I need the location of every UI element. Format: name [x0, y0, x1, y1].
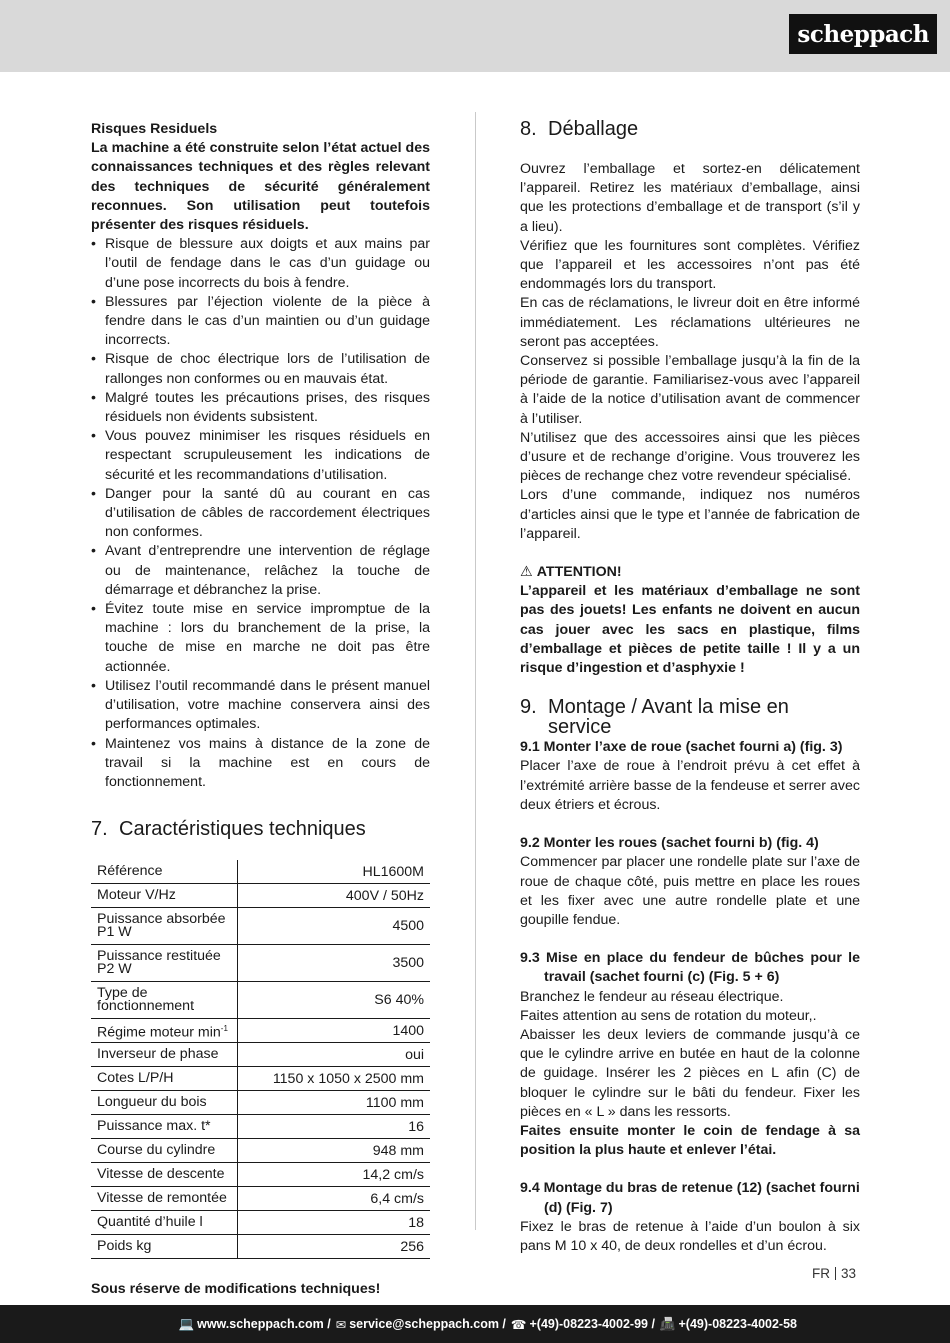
unpacking-paragraph: Ouvrez l’emballage et sortez-en délicatement l’appareil. Retirez les matériaux d’emballage, ainsi que les protections d’emballage et de transport (s’il y a lieu).: [520, 161, 860, 235]
subsection-9-1-title: 9.1 Monter l’axe de roue (sachet fourni a) (fig. 3): [520, 739, 843, 756]
phone-icon: ☎: [510, 1317, 527, 1332]
subsection-9-3-bold: Faites ensuite monter le coin de fendage à sa position la plus haute et enlever l’étai.: [520, 1122, 860, 1159]
spec-label-text: Référence: [97, 863, 163, 880]
spec-label-text: Puissance restituée P2 W: [97, 948, 221, 978]
spec-label: [91, 1235, 238, 1259]
section-8-title: Déballage: [548, 118, 639, 140]
spec-value: 1400: [238, 1019, 431, 1043]
risk-item: • Utilisez l’outil recommandé dans le présent manuel d’utilisation, votre machine conservera ainsi des performances optimales.: [91, 677, 430, 735]
spec-label-superscript: -1: [220, 1023, 228, 1033]
spec-label: [91, 860, 238, 884]
computer-icon: 💻: [178, 1316, 195, 1331]
section-9-number: 9.: [520, 696, 537, 719]
spec-label-text: Puissance absorbée P1 W: [97, 911, 226, 941]
spec-value: 14,2 cm/s: [238, 1163, 431, 1187]
specs-footnote: Sous réserve de modifications techniques!: [91, 1281, 381, 1298]
spec-value: 1150 x 1050 x 2500 mm: [238, 1067, 431, 1091]
risk-item: • Évitez toute mise en service impromptue de la machine : lors du branchement de la prise, la touche de mise en marche ne doit pas être actionnée.: [91, 600, 430, 677]
spec-row: [91, 908, 430, 945]
section-8-number: 8.: [520, 118, 537, 140]
spec-row: [91, 1043, 430, 1067]
right-column: [520, 114, 860, 1256]
spec-row: [91, 860, 430, 884]
spec-label: [91, 1187, 238, 1211]
spec-label: [91, 884, 238, 908]
subsection-9-4-text: Fixez le bras de retenue à l’aide d’un boulon à six pans M 10 x 40, de deux rondelles et d’un écrou.: [520, 1218, 860, 1254]
spec-row: [91, 1091, 430, 1115]
page-separator: [835, 1267, 836, 1280]
footer-website[interactable]: www.scheppach.com /: [197, 1317, 331, 1331]
risk-item: • Avant d’entreprendre une intervention de réglage ou de maintenance, relâchez la touche de démarrage et débranchez la prise.: [91, 542, 430, 600]
spec-label: [91, 1139, 238, 1163]
spec-label-text: Longueur du bois: [97, 1094, 207, 1111]
spec-label-text: Poids kg: [97, 1238, 152, 1255]
spec-label: [91, 1211, 238, 1235]
spec-label: [91, 1043, 238, 1067]
spec-value: 6,4 cm/s: [238, 1187, 431, 1211]
unpacking-paragraph: Conservez si possible l’emballage jusqu’à la fin de la période de garantie. Familiarisez-vous avec l’appareil à l’aide de la notice d’utilisation avant de commencer à l’utiliser.: [520, 353, 860, 427]
spec-row: [91, 1187, 430, 1211]
spec-label-text: Vitesse de remontée: [97, 1190, 227, 1207]
subsection-9-4-title: 9.4 Montage du bras de retenue (12) (sachet fourni (d) (Fig. 7): [520, 1180, 860, 1216]
attention-title: [520, 563, 860, 582]
subsection-9-3-text: [520, 988, 860, 1122]
unpacking-paragraph: Lors d’une commande, indiquez nos numéros d’articles ainsi que le type et l’année de fabrication de l’appareil.: [520, 487, 860, 542]
spec-label: [91, 945, 238, 982]
spec-row: [91, 1019, 430, 1043]
scheppach-logo: [789, 14, 937, 54]
spec-row: [91, 1211, 430, 1235]
unpacking-paragraph: Vérifiez que les fournitures sont complètes. Vérifiez que l’appareil et les accessoires n’ont pas été endommagés lors du transport.: [520, 237, 860, 293]
risk-intro: La machine a été construite selon l’état actuel des connaissances techniques et des règles relevant des techniques de sécurité généralement reconnues. Son utilisation peut toutefois présenter des risques résiduels.: [91, 140, 430, 234]
spec-label-text: Moteur V/Hz: [97, 887, 176, 904]
attention-text: L’appareil et les matériaux d’emballage ne sont pas des jouets! Les enfants ne doivent en aucun cas jouer avec les sacs en plastique, films d’emballage et pièces de petite taille ! Il y a un risque d’ingestion et d’asphyxie !: [520, 583, 860, 677]
spec-value: S6 40%: [238, 982, 431, 1019]
language-code: FR: [812, 1266, 830, 1281]
unpacking-text: [520, 160, 860, 544]
spec-row: [91, 982, 430, 1019]
spec-value: 16: [238, 1115, 431, 1139]
specs-table: [91, 860, 430, 1259]
risk-item: • Malgré toutes les précautions prises, des risques résiduels non évidents subsistent.: [91, 389, 430, 427]
spec-value: 400V / 50Hz: [238, 884, 431, 908]
risk-item: • Risque de choc électrique lors de l’utilisation de rallonges non conformes ou en mauvais état.: [91, 350, 430, 388]
left-column: [91, 114, 430, 1299]
spec-label: [91, 1115, 238, 1139]
spec-label: [91, 982, 238, 1019]
spec-label-text: Puissance max. t*: [97, 1118, 211, 1135]
unpacking-paragraph: En cas de réclamations, le livreur doit en être informé immédiatement. Les réclamations ultérieures ne seront pas acceptées.: [520, 295, 860, 350]
spec-value: 3500: [238, 945, 431, 982]
spec-value: 4500: [238, 908, 431, 945]
spec-label-text: Cotes L/P/H: [97, 1070, 174, 1087]
footer-bar: [0, 1305, 950, 1343]
spec-row: [91, 945, 430, 982]
fax-icon: 📠: [659, 1316, 676, 1331]
column-divider: [475, 112, 476, 1230]
section-7-number: 7.: [91, 818, 108, 841]
spec-label-text: Type de fonctionnement: [97, 985, 195, 1015]
subsection-9-3-title: 9.3 Mise en place du fendeur de bûches pour le travail (sachet fourni (c) (Fig. 5 + 6): [520, 950, 860, 986]
section-7-title: Caractéristiques techniques: [119, 818, 366, 841]
attention-label: ATTENTION!: [536, 564, 622, 581]
risk-title: Risques Residuels: [91, 121, 218, 137]
footer-fax: +(49)-08223-4002-58: [678, 1317, 797, 1331]
spec-row: [91, 1067, 430, 1091]
spec-label-text: Régime moteur min: [97, 1024, 221, 1041]
subsection-9-1-text: Placer l’axe de roue à l’endroit prévu à cet effet à l’extrémité arrière basse de la fendeuse et serrer avec deux étriers et écrous.: [520, 758, 860, 813]
spec-row: [91, 884, 430, 908]
section-9-title: Montage / Avant la mise en service: [548, 696, 789, 739]
spec-value: 1100 mm: [238, 1091, 431, 1115]
spec-label: [91, 1019, 238, 1043]
page-num: 33: [841, 1266, 857, 1281]
risk-list: [91, 235, 430, 792]
spec-label-text: Course du cylindre: [97, 1142, 216, 1159]
risk-item: • Vous pouvez minimiser les risques résiduels en respectant scrupuleusement les indications de sécurité et les recommandations d’utilisation.: [91, 427, 430, 485]
spec-label-text: Vitesse de descente: [97, 1166, 225, 1183]
spec-label-text: Inverseur de phase: [97, 1046, 219, 1063]
spec-label-text: Quantité d’huile l: [97, 1214, 203, 1231]
spec-value: oui: [238, 1043, 431, 1067]
brand-name: scheppach: [797, 20, 929, 48]
risk-item: • Maintenez vos mains à distance de la zone de travail si la machine est en cours de fonctionnement.: [91, 735, 430, 793]
spec-label: [91, 1091, 238, 1115]
spec-row: [91, 1163, 430, 1187]
page-number: [812, 1266, 856, 1281]
subsection-9-2-title: 9.2 Monter les roues (sachet fourni b) (fig. 4): [520, 835, 819, 852]
subsection-9-3-line: Faites attention au sens de rotation du moteur,.: [520, 1007, 817, 1024]
spec-row: [91, 1139, 430, 1163]
spec-label: [91, 908, 238, 945]
spec-value: 948 mm: [238, 1139, 431, 1163]
subsection-9-2-text: Commencer par placer une rondelle plate sur l’axe de roue de chaque côté, puis mettre en place les roues et les fixer avec une autre rondelle plate et une goupille fendue.: [520, 854, 860, 928]
spec-label: [91, 1067, 238, 1091]
spec-row: [91, 1115, 430, 1139]
section-7-heading: [91, 819, 430, 839]
risk-item: • Risque de blessure aux doigts et aux mains par l’outil de fendage dans le cas d’un guidage ou d’une pose incorrects du bois à fendre.: [91, 235, 430, 293]
footer-phone: +(49)-08223-4002-99 /: [529, 1317, 655, 1331]
unpacking-paragraph: N’utilisez que des accessoires ainsi que les pièces d’usure et de rechange d’origine. Vous trouverez les pièces de rechange chez votre revendeur spécialisé.: [520, 429, 860, 485]
subsection-9-3-line: Abaisser les deux leviers de commande jusqu’à ce que le cylindre arrive en butée en haut de la colonne de guidage. Insérer les 2 pièces en L afin (C) de bloquer le cylindre sur le bâti du fendeur. Fixer les pièces en « L » dans les ressorts.: [520, 1026, 860, 1120]
section-8-heading: [520, 119, 860, 139]
section-9-heading: [520, 697, 860, 737]
subsection-9-3-line: Branchez le fendeur au réseau électrique.: [520, 988, 784, 1005]
spec-row: [91, 1235, 430, 1259]
warning-icon: ⚠: [520, 564, 533, 581]
spec-label: [91, 1163, 238, 1187]
email-icon: ✉: [335, 1317, 347, 1332]
spec-value: 18: [238, 1211, 431, 1235]
risk-item: • Danger pour la santé dû au courant en cas d’utilisation de câbles de raccordement électriques non conformes.: [91, 485, 430, 543]
risk-item: • Blessures par l’éjection violente de la pièce à fendre dans le cas d’un maintien ou d’un guidage incorrects.: [91, 293, 430, 351]
footer-email[interactable]: service@scheppach.com /: [349, 1317, 506, 1331]
spec-value: HL1600M: [238, 860, 431, 884]
spec-value: 256: [238, 1235, 431, 1259]
